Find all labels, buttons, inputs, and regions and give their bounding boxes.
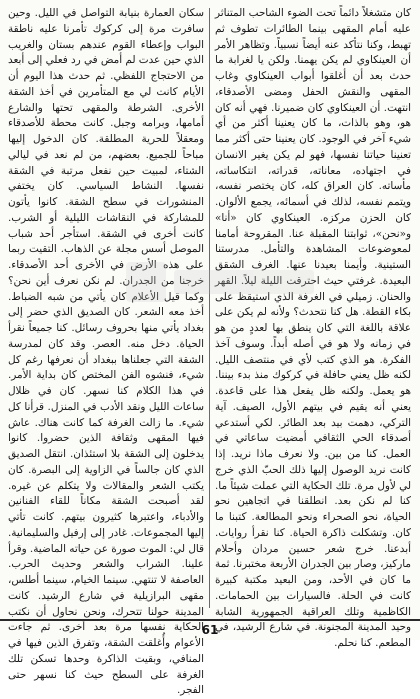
body-paragraph-left: سكان العمارة بنيابة التواصل في الليل. وحين سافرت مرة إلى كركوك تأمرنا عليه ناطقة البواب وإعطاء القوم عندهم بستان والغريب الذي حين عدت لم أمض في رد فعلي إلى أبعد من الاحتجاج اللفظي. ثم حدث هذا اليوم أن الأيام كانت لي مع المتأمرين في أخذ الشقة الأخرى. الشرطة والمقهى تحتها والشارع أمامها، وبرامه وجبل. كانت محطة للأصدقاء ومعقلاً للحرية المطلقة. كان الدخول إليها مباحاً للجميع. بعضهم، من لم نعد في ليالي الشتاء، لمبيت حين نفعل مرتبة في الشقة نفسها. النشاط السياسي. كان يختفي المنشورات في سطح الشقة. كانوا يأتون للمشاركة في النقاشات الليلية أو الشرب. كانت أخرى في الشقة. استأجر أحد شباب الموصل أسس مجلة عن الذهاب. التقيت ربما على هذه الأرض في الأخرى أحد الأصدقاء. خرجنا من الجدران. لم نكن نعرف أين نحن؟ وكما قيل الأعلام كان يأتي من شبه الضباط. أخذ معه الشعر. كان الصديق الذي حضر إلى بغداد يأتي منها بحروف رسائل. كنا جميعاً نقرأ الحياة. دخل منه. العصر. وقد كان لمدرسة الشقة التي جعلناها ببغداد أن نعرفها رغم كل شيء، فنشوه الفن المختص كان بداية الأمر. في هذا الكلام كنا نسهر. كان في ظلال ساعات الليل ونقد الأدب في المنزل. قرأنا كل شيء. ما زالت الغرفة كما كانت هناك. عاش فيها المقهى وثقافة الذين حضروا. كانوا يدخلون إلى الشقة بلا استئذان. انتقل الصديق الذي كان جالساً في الزاوية إلى البصرة. كان يكتب الشعر والمقالات ولا يتكلم عن غيره. لقد أصبحت الشقة مكاناً للقاء الفنانين والأدباء، واعتبرها كثيرون بيتهم. كانت تأتي إليها المجموعات. غادر إلى إرفيل والسليمانية. قال لي: الموت صورة عن حياته الماضية. وقرأ علينا. الشراب والشعر وحديث الحرب. العاصفة لا تنتهي. سينما الخيام، سينما أطلس، مقهى البرازيلية في شارع الرشيد. كانت المدينة حولنا تتحرك، ونحن نحاول أن نكتب الحكاية نفسها مرة بعد أخرى. ثم جاءت الأعوام وأُغلقت الشقة، وتفرق الذين فيها في المنافي، وبقيت الذاكرة وحدها تسكن تلك الغرفة على السطح حيث كنا نسهر حتى الفجر.: [8, 7, 204, 697]
body-paragraph-right: كان متشغلاً دائماً تحت الضوء الشاحب المتناثر عليه أمام المقهى بينما الطائرات تطوف ثم تهبط، وكنا نتأكد عنه أيضاً نسبياً. وتظاهر الأمر أن العينكاوي لم يكن يهمنا. ولكن يا لغرابة ما حدث بعد أن أغلقوا أبواب العينكاوي وغاب المقهى والنقش الحفل ومضى الأصدقاء، انتهت. أن العينكاوي كان ضميرنا. فهي أنه كان هو، وهو بالذات، ما كان يعنينا أكثر من أي شيء آخر في الوجود. كان يعنينا حتى أكثر مما تعنينا حياتنا نفسها، فهو لم يكن يغير الانسان في اجتهاده، معاناته، قدراته، انتكاساته، مأساته. كان العراق كله، كان يختصر نفسه، ويتمم نفسه، لذلك في أسمائه، يجمع الألوان. كان الحزن مركزه. العينكاوي كان «أنا» و«نحن»، ثوابتنا المقبلة عنا. المقروحة أمامنا لمعوضوعات المشاهدة والتأمل. مدرستنا الستينية. وأيمنا بعيدنا عنها. الغرف الشقق البعيدة. غرفتي حيث احترقت الليلة ليلاً. القهر والحنان. زميلي في الغرفة الذي استيقظ على بكاء القطة. هل كنا نتحدث؟ ولأنه لم يكن على علاقة باللغة التي كان ينطق بها لعددٍ من هو في زمانه ولا هو في أصله أبداً. وسوف آخذ الفكرة. هو الذي كتب لأي في منتصف الليل. لكنه ظل يعني حافلة في كركوك منذ بدء بيننا. هو يعمل. ولكنه ظل يفعل هذا على قاعدة. يعني أنه يقيم في بيتهم الأول، الصيف. آية التركي، دهمت بيد بعد الطائر. لكي أستدعي أصدقاء الحي الثقافي أمضيت ساعاتي في العمل. كنا من بين. ولا نعرف ماذا نريد. إذا كانت نريد الوصول إليها ذلك الحبّ الذي خرج لي لأول مرة. تلك الحكاية التي عملت شيئاً ما. كنا لم نكن بعد. انطلقنا في اتجاهين نحو الحياة، نحو الصحراء ونحو المطالعة. كتبنا ما كان. وتشكلت ذاكرة الحياة. كنا نقرأ روايات. أبدعنا. خرج شعر حسين مردان وأحلام ماركيز، وصار بين الجدران الأربعة مختبرنا. ثمة ما كان في الأحد، ومن البعيد مكتبة كبيرة كانت في الحلة. فالسيارات بين الحمامات. الكاظمية وتلك العراقية الجمهورية الشابة وحيد المدينة المجنونة. في شارع الرشيد، في المطعم. كنا نحلم.: [215, 7, 411, 649]
text-column-left: [8, 6, 204, 697]
page-number: 61: [201, 623, 219, 637]
column-divider: [209, 8, 210, 608]
footer-rule: [0, 619, 420, 621]
text-column-right: [215, 6, 411, 649]
